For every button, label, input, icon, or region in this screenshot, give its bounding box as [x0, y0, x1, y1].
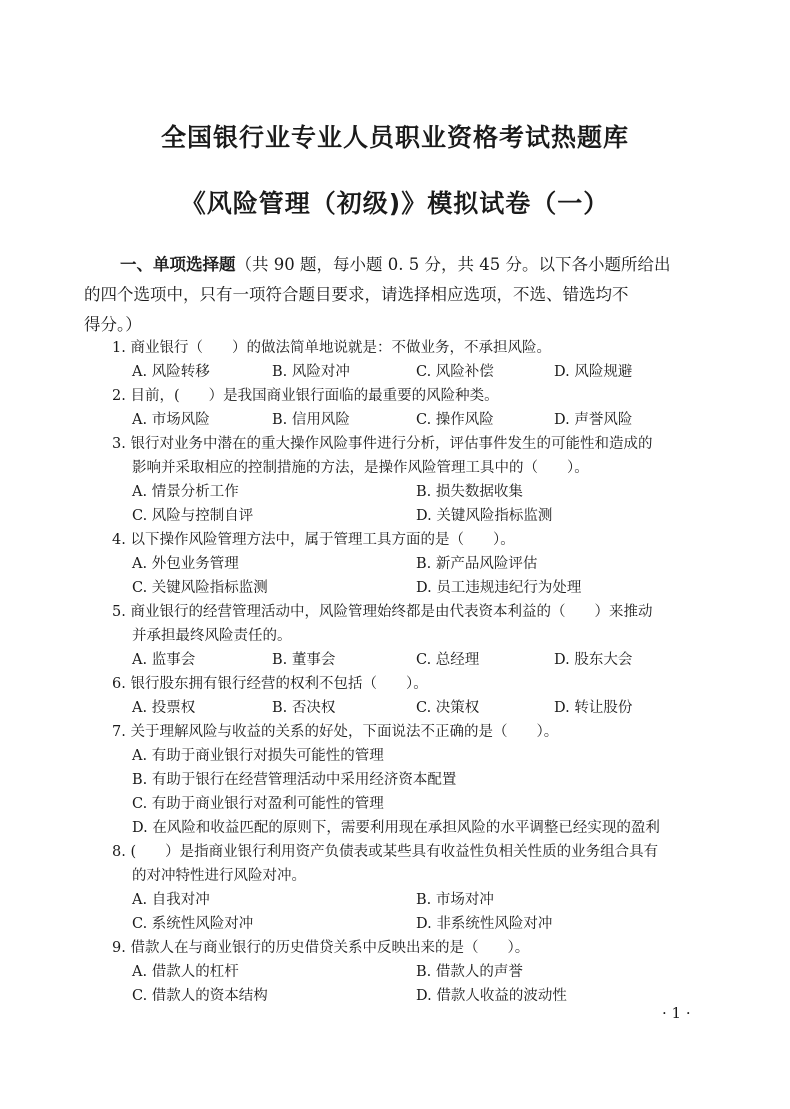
- options-row: [84, 504, 724, 528]
- answer-option: A. 风险转移: [132, 364, 210, 380]
- answer-option: B. 市场对冲: [416, 892, 494, 908]
- answer-option: D. 在风险和收益匹配的原则下，需要利用现在承担风险的水平调整已经实现的盈利: [132, 820, 660, 836]
- options-row: [84, 888, 724, 912]
- document-subtitle: 《风险管理（初级)》模拟试卷（一）: [180, 189, 610, 218]
- answer-option: C. 系统性风险对冲: [132, 916, 254, 932]
- answer-option: C. 借款人的资本结构: [132, 988, 268, 1004]
- question-stem: 9. 借款人在与商业银行的历史借贷关系中反映出来的是（ ）。: [112, 940, 530, 956]
- page-number: · 1 ·: [662, 1004, 691, 1022]
- question-stem-continued: 并承担最终风险责任的。: [132, 628, 292, 644]
- question-stem: 8. ( ）是指商业银行利用资产负债表或某些具有收益性负相关性质的业务组合具有: [112, 844, 659, 860]
- answer-option: B. 新产品风险评估: [416, 556, 538, 572]
- question-stem-continued: 的对冲特性进行风险对冲。: [132, 868, 306, 884]
- answer-option: A. 外包业务管理: [132, 556, 239, 572]
- answer-option: C. 关键风险指标监测: [132, 580, 268, 596]
- answer-option: D. 风险规避: [554, 364, 633, 380]
- answer-option: B. 否决权: [272, 700, 336, 716]
- question-stem: 6. 银行股东拥有银行经营的权利不包括（ ）。: [112, 676, 428, 692]
- question-stem-continued: 影响并采取相应的控制措施的方法，是操作风险管理工具中的（ ）。: [132, 460, 589, 476]
- question-stem: 4. 以下操作风险管理方法中，属于管理工具方面的是（ ）。: [112, 532, 515, 548]
- options-row: [84, 552, 724, 576]
- answer-option: C. 有助于商业银行对盈利可能性的管理: [132, 796, 384, 812]
- section-desc-line1: （共 90 题，每小题 0. 5 分，共 45 分。以下各小题所给出: [235, 255, 671, 274]
- answer-option: B. 借款人的声誉: [416, 964, 523, 980]
- options-row: [84, 912, 724, 936]
- options-row: [84, 408, 724, 432]
- options-row: [84, 696, 724, 720]
- question-item: [84, 672, 724, 720]
- section-heading: 一、单项选择题: [120, 255, 236, 274]
- question-item: [84, 936, 724, 1008]
- answer-option: C. 操作风险: [416, 412, 494, 428]
- options-row: [84, 960, 724, 984]
- answer-option: D. 非系统性风险对冲: [416, 916, 553, 932]
- options-row: [84, 648, 724, 672]
- answer-option: D. 股东大会: [554, 652, 633, 668]
- answer-option: C. 决策权: [416, 700, 480, 716]
- answer-option: B. 信用风险: [272, 412, 350, 428]
- question-item: [84, 600, 724, 672]
- section-desc-line3: 得分。）: [84, 315, 142, 334]
- answer-option: A. 市场风险: [132, 412, 210, 428]
- answer-option: A. 监事会: [132, 652, 196, 668]
- question-stem: 5. 商业银行的经营管理活动中，风险管理始终都是由代表资本利益的（ ）来推动: [112, 604, 653, 620]
- options-row: [84, 480, 724, 504]
- answer-option: A. 自我对冲: [132, 892, 210, 908]
- answer-option: B. 有助于银行在经营管理活动中采用经济资本配置: [132, 772, 457, 788]
- question-stem: 3. 银行对业务中潜在的重大操作风险事件进行分析，评估事件发生的可能性和造成的: [112, 436, 653, 452]
- section-intro: [84, 250, 724, 340]
- answer-option: D. 转让股份: [554, 700, 633, 716]
- question-stem: 7. 关于理解风险与收益的关系的好处，下面说法不正确的是（ ）。: [112, 724, 559, 740]
- options-row: [84, 576, 724, 600]
- answer-option: A. 有助于商业银行对损失可能性的管理: [132, 748, 384, 764]
- question-item: [84, 336, 724, 384]
- answer-option: A. 借款人的杠杆: [132, 964, 239, 980]
- answer-option: C. 风险补偿: [416, 364, 494, 380]
- answer-option: B. 董事会: [272, 652, 336, 668]
- answer-option: B. 损失数据收集: [416, 484, 523, 500]
- question-item: [84, 840, 724, 936]
- answer-option: D. 关键风险指标监测: [416, 508, 553, 524]
- question-stem: 2. 目前，( ）是我国商业银行面临的最重要的风险种类。: [112, 388, 499, 404]
- answer-option: D. 声誉风险: [554, 412, 633, 428]
- answer-option: A. 情景分析工作: [132, 484, 239, 500]
- question-item: [84, 384, 724, 432]
- answer-option: C. 总经理: [416, 652, 480, 668]
- answer-option: D. 借款人收益的波动性: [416, 988, 567, 1004]
- question-item: [84, 432, 724, 528]
- question-item: [84, 720, 724, 840]
- question-list: [84, 336, 724, 1008]
- document-title: 全国银行业专业人员职业资格考试热题库: [160, 123, 629, 152]
- options-row: [84, 360, 724, 384]
- answer-option: B. 风险对冲: [272, 364, 350, 380]
- options-row: [84, 984, 724, 1008]
- section-desc-line2: 的四个选项中，只有一项符合题目要求，请选择相应选项，不选、错选均不: [84, 285, 629, 304]
- answer-option: C. 风险与控制自评: [132, 508, 254, 524]
- question-stem: 1. 商业银行（ ）的做法简单地说就是：不做业务，不承担风险。: [112, 340, 551, 356]
- answer-option: D. 员工违规违纪行为处理: [416, 580, 582, 596]
- answer-option: A. 投票权: [132, 700, 196, 716]
- question-item: [84, 528, 724, 600]
